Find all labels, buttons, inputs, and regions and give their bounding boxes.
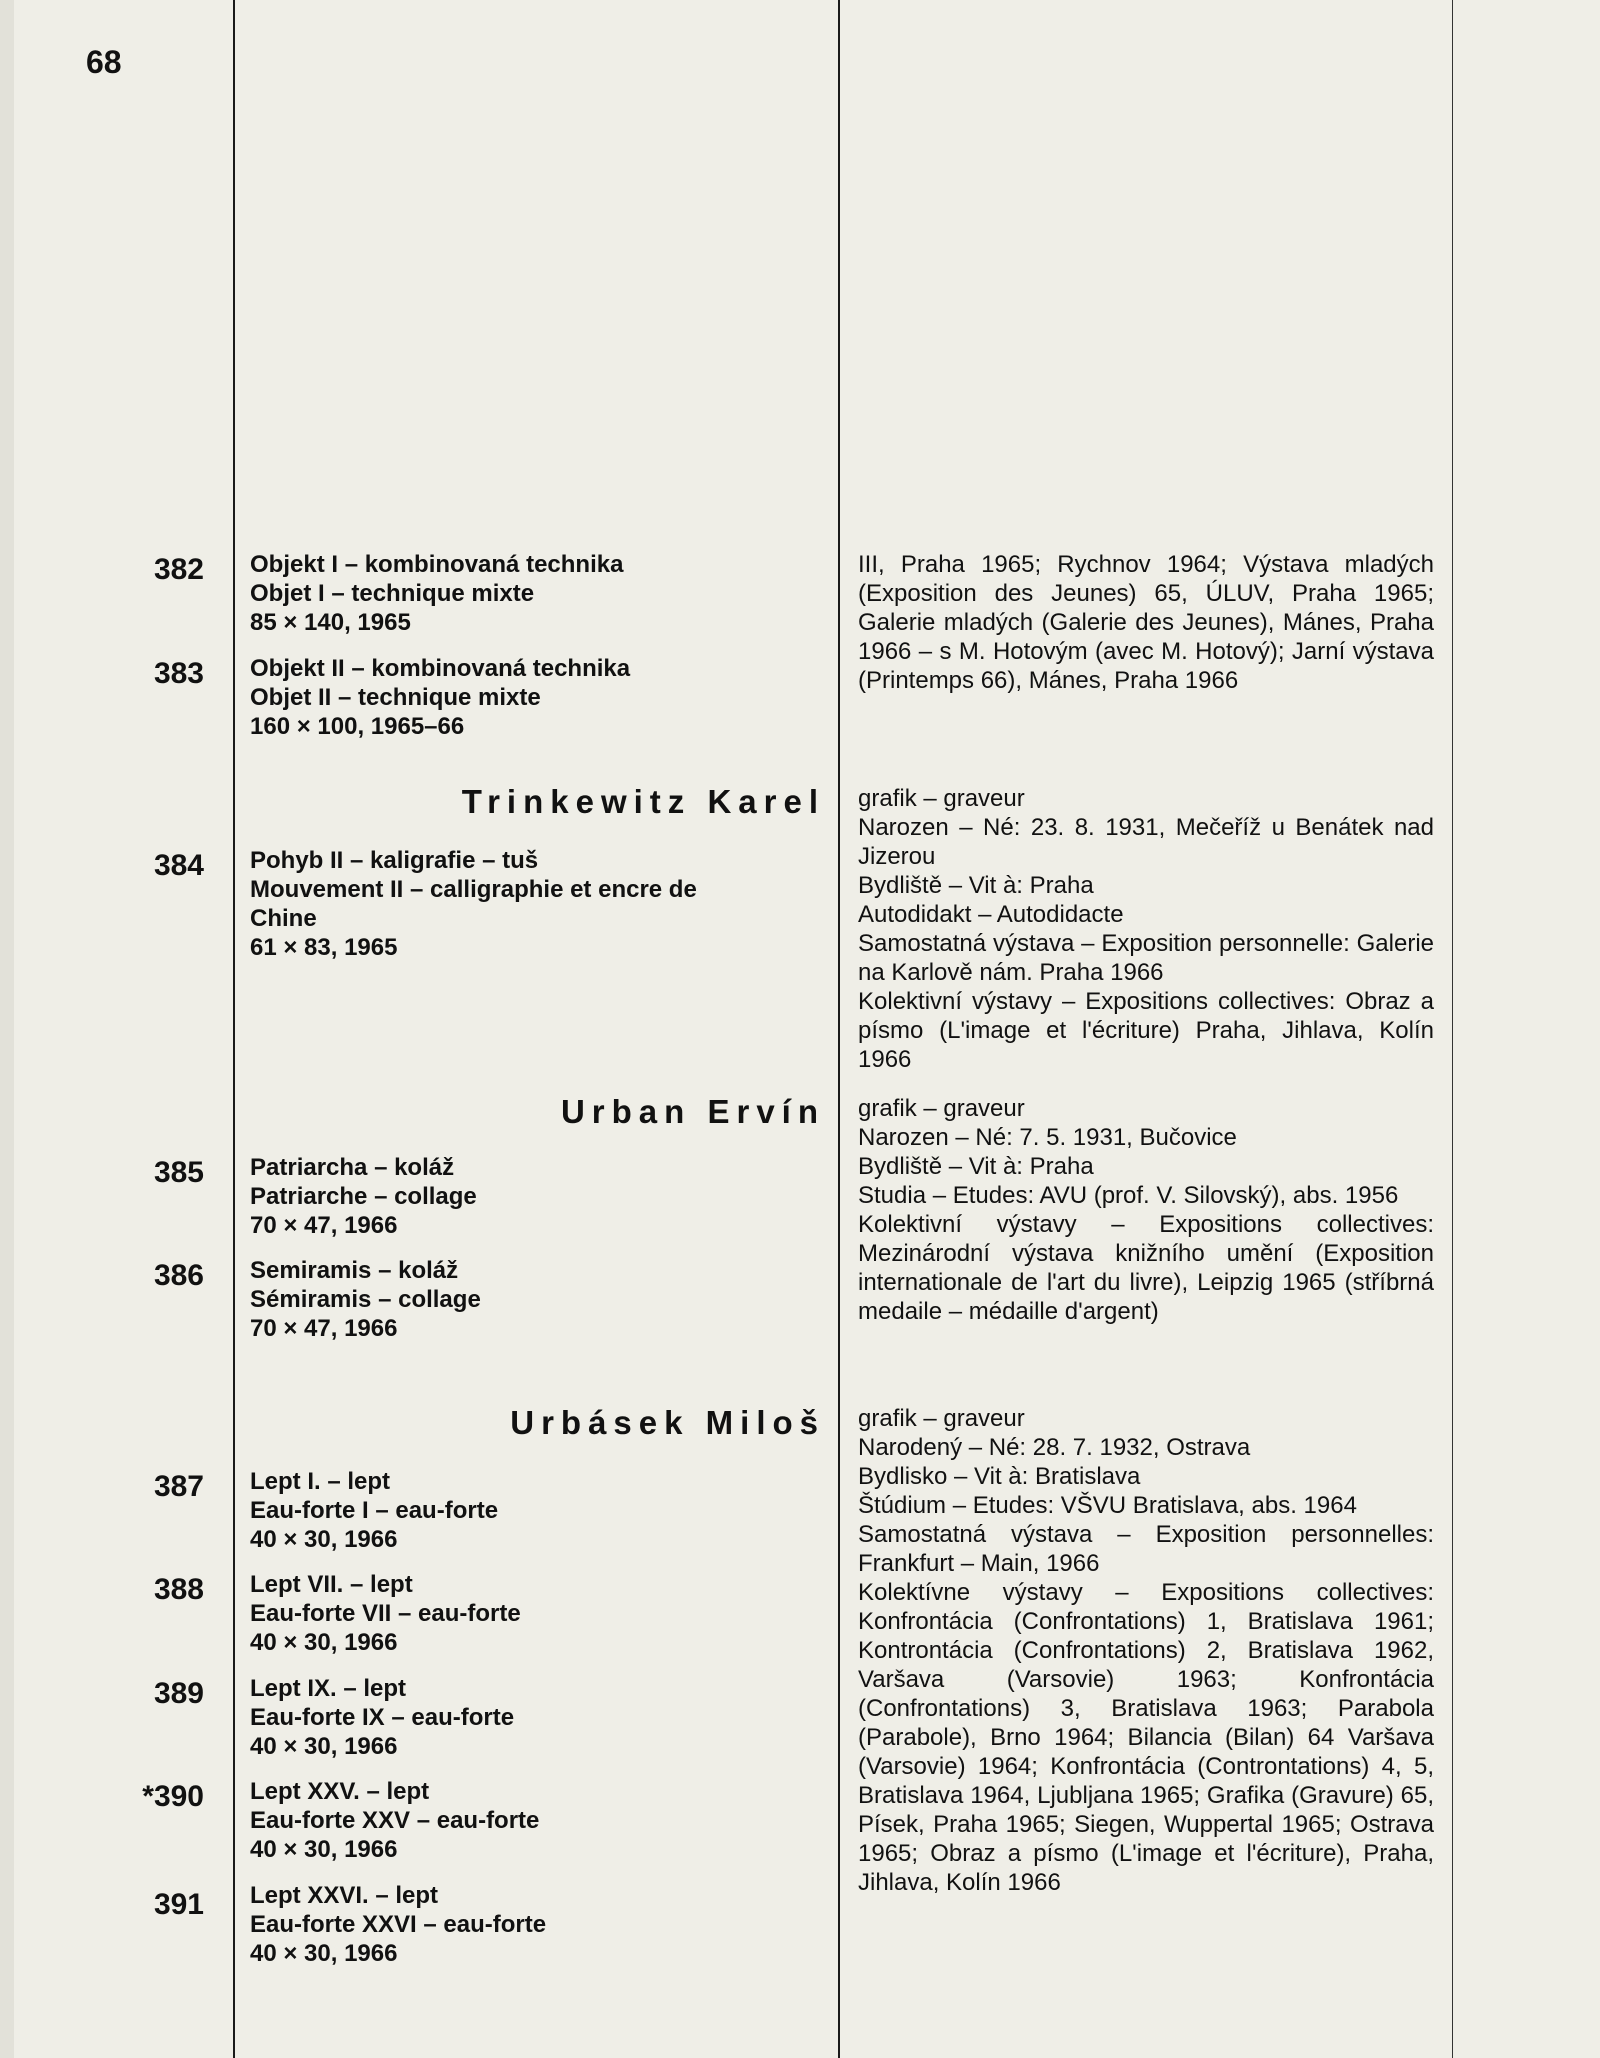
work-title-cs: Lept XXV. – lept [250,1778,430,1805]
work-dimensions: 70 × 47, 1966 [250,1315,398,1342]
bio-block [858,1404,1434,1897]
bio-text: III, Praha 1965; Rychnov 1964; Výstava mladých (Exposition des Jeunes) 65, ÚLUV, Praha 1965; Galerie mladých (Galerie des Jeunes), Mánes, Praha 1966 – s M. Hotovým (avec M. Hotový); Jarní výstava (Printemps 66), Mánes, Praha 1966 [858,551,1434,694]
artist-heading: Urban Ervín [560,1093,825,1130]
catalogue-number: 389 [153,1677,204,1710]
work-entry [250,1467,820,1554]
work-title-fr: Sémiramis – collage [250,1286,481,1313]
catalogue-number: 384 [153,849,204,882]
work-title-fr: Chine [250,905,317,932]
artist-heading: Urbásek Miloš [510,1404,825,1441]
catalogue-number: 383 [153,657,204,690]
work-dimensions: 40 × 30, 1966 [250,1526,398,1553]
work-title-fr: Objet I – technique mixte [250,580,535,607]
work-title-cs: Lept IX. – lept [250,1675,407,1702]
work-title-fr: Eau-forte I – eau-forte [250,1497,499,1524]
work-dimensions: 40 × 30, 1966 [250,1629,398,1656]
catalogue-number: 385 [153,1156,204,1189]
work-dimensions: 61 × 83, 1965 [250,934,398,961]
work-entry [250,1777,820,1864]
work-title-cs: Lept VII. – lept [250,1571,413,1598]
work-dimensions: 160 × 100, 1965–66 [250,713,465,740]
column-rule-middle [838,0,840,2058]
work-title-cs: Lept XXVI. – lept [250,1882,439,1909]
bio-text: grafik – graveur Narodený – Né: 28. 7. 1932, Ostrava Bydlisko – Vit à: Bratislava Štúdium – Etudes: VŠVU Bratislava, abs. 1964 Samostatná výstava – Exposition personnelles: Frankfurt – Main, 1966 Kolektívne výstavy – Expositions collectives: Konfrontácia (Confrontations) 1, Bratislava 1961; Kontrontácia (Confrontations) 2, Bratislava 1962, Varšava (Varsovie) 1963; Konfrontácia (Confrontations) 3, Bratislava 1963; Parabola (Parabole), Brno 1964; Bilancia (Bilan) 64 Varšava (Varsovie) 1964; Konfrontácia (Controntations) 4, 5, Bratislava 1964, Ljubljana 1965; Grafika (Gravure) 65, Písek, Praha 1965; Siegen, Wuppertal 1965; Ostrava 1965; Obraz a písmo (L'image et l'écriture), Praha, Jihlava, Kolín 1966 [858,1405,1434,1896]
work-title-cs: Objekt I – kombinovaná technika [250,551,624,578]
work-title-fr: Eau-forte VII – eau-forte [250,1600,521,1627]
work-title-cs: Lept I. – lept [250,1468,391,1495]
work-entry [250,654,820,741]
work-title-fr: Eau-forte XXV – eau-forte [250,1807,540,1834]
bio-block [858,550,1434,695]
work-entry [250,1153,820,1240]
work-entry [250,1881,820,1968]
catalogue-number: *390 [142,1780,204,1813]
artist-heading: Trinkewitz Karel [461,783,825,820]
work-entry [250,846,820,962]
page-number: 68 [86,44,122,80]
column-rule-right [1452,0,1453,2058]
work-dimensions: 40 × 30, 1966 [250,1733,398,1760]
work-entry [250,1674,820,1761]
bio-text: grafik – graveur Narozen – Né: 7. 5. 1931, Bučovice Bydliště – Vit à: Praha Studia – Etudes: AVU (prof. V. Silovský), abs. 1956 Kolektivní výstavy – Expositions collectives: Mezinárodní výstava knižního umění (Exposition internationale de l'art du livre), Leipzig 1965 (stříbrná medaile – médaille d'argent) [858,1095,1434,1325]
bio-block [858,784,1434,1074]
work-dimensions: 40 × 30, 1966 [250,1836,398,1863]
catalogue-number: 391 [153,1888,204,1921]
work-entry [250,1256,820,1343]
work-entry [250,1570,820,1657]
work-title-fr: Eau-forte IX – eau-forte [250,1704,515,1731]
work-title-cs: Semiramis – koláž [250,1257,459,1284]
work-title-cs: Pohyb II – kaligrafie – tuš [250,847,539,874]
page-edge [0,0,14,2058]
work-title-cs: Patriarcha – koláž [250,1154,455,1181]
work-title-fr: Mouvement II – calligraphie et encre de [250,876,697,903]
work-dimensions: 70 × 47, 1966 [250,1212,398,1239]
work-dimensions: 85 × 140, 1965 [250,609,411,636]
work-title-fr: Patriarche – collage [250,1183,477,1210]
catalogue-number: 388 [153,1573,204,1606]
catalogue-number: 387 [153,1470,204,1503]
catalogue-number: 382 [153,553,204,586]
work-title-cs: Objekt II – kombinovaná technika [250,655,631,682]
work-entry [250,550,820,637]
work-title-fr: Eau-forte XXVI – eau-forte [250,1911,547,1938]
work-dimensions: 40 × 30, 1966 [250,1940,398,1967]
bio-block [858,1094,1434,1326]
bio-text: grafik – graveur Narozen – Né: 23. 8. 1931, Mečeříž u Benátek nad Jizerou Bydliště – Vit à: Praha Autodidakt – Autodidacte Samostatná výstava – Exposition personnelle: Galerie na Karlově nám. Praha 1966 Kolektivní výstavy – Expositions collectives: Obraz a písmo (L'image et l'écriture) Praha, Jihlava, Kolín 1966 [858,785,1434,1073]
column-rule-left [233,0,235,2058]
work-title-fr: Objet II – technique mixte [250,684,541,711]
catalogue-number: 386 [153,1259,204,1292]
